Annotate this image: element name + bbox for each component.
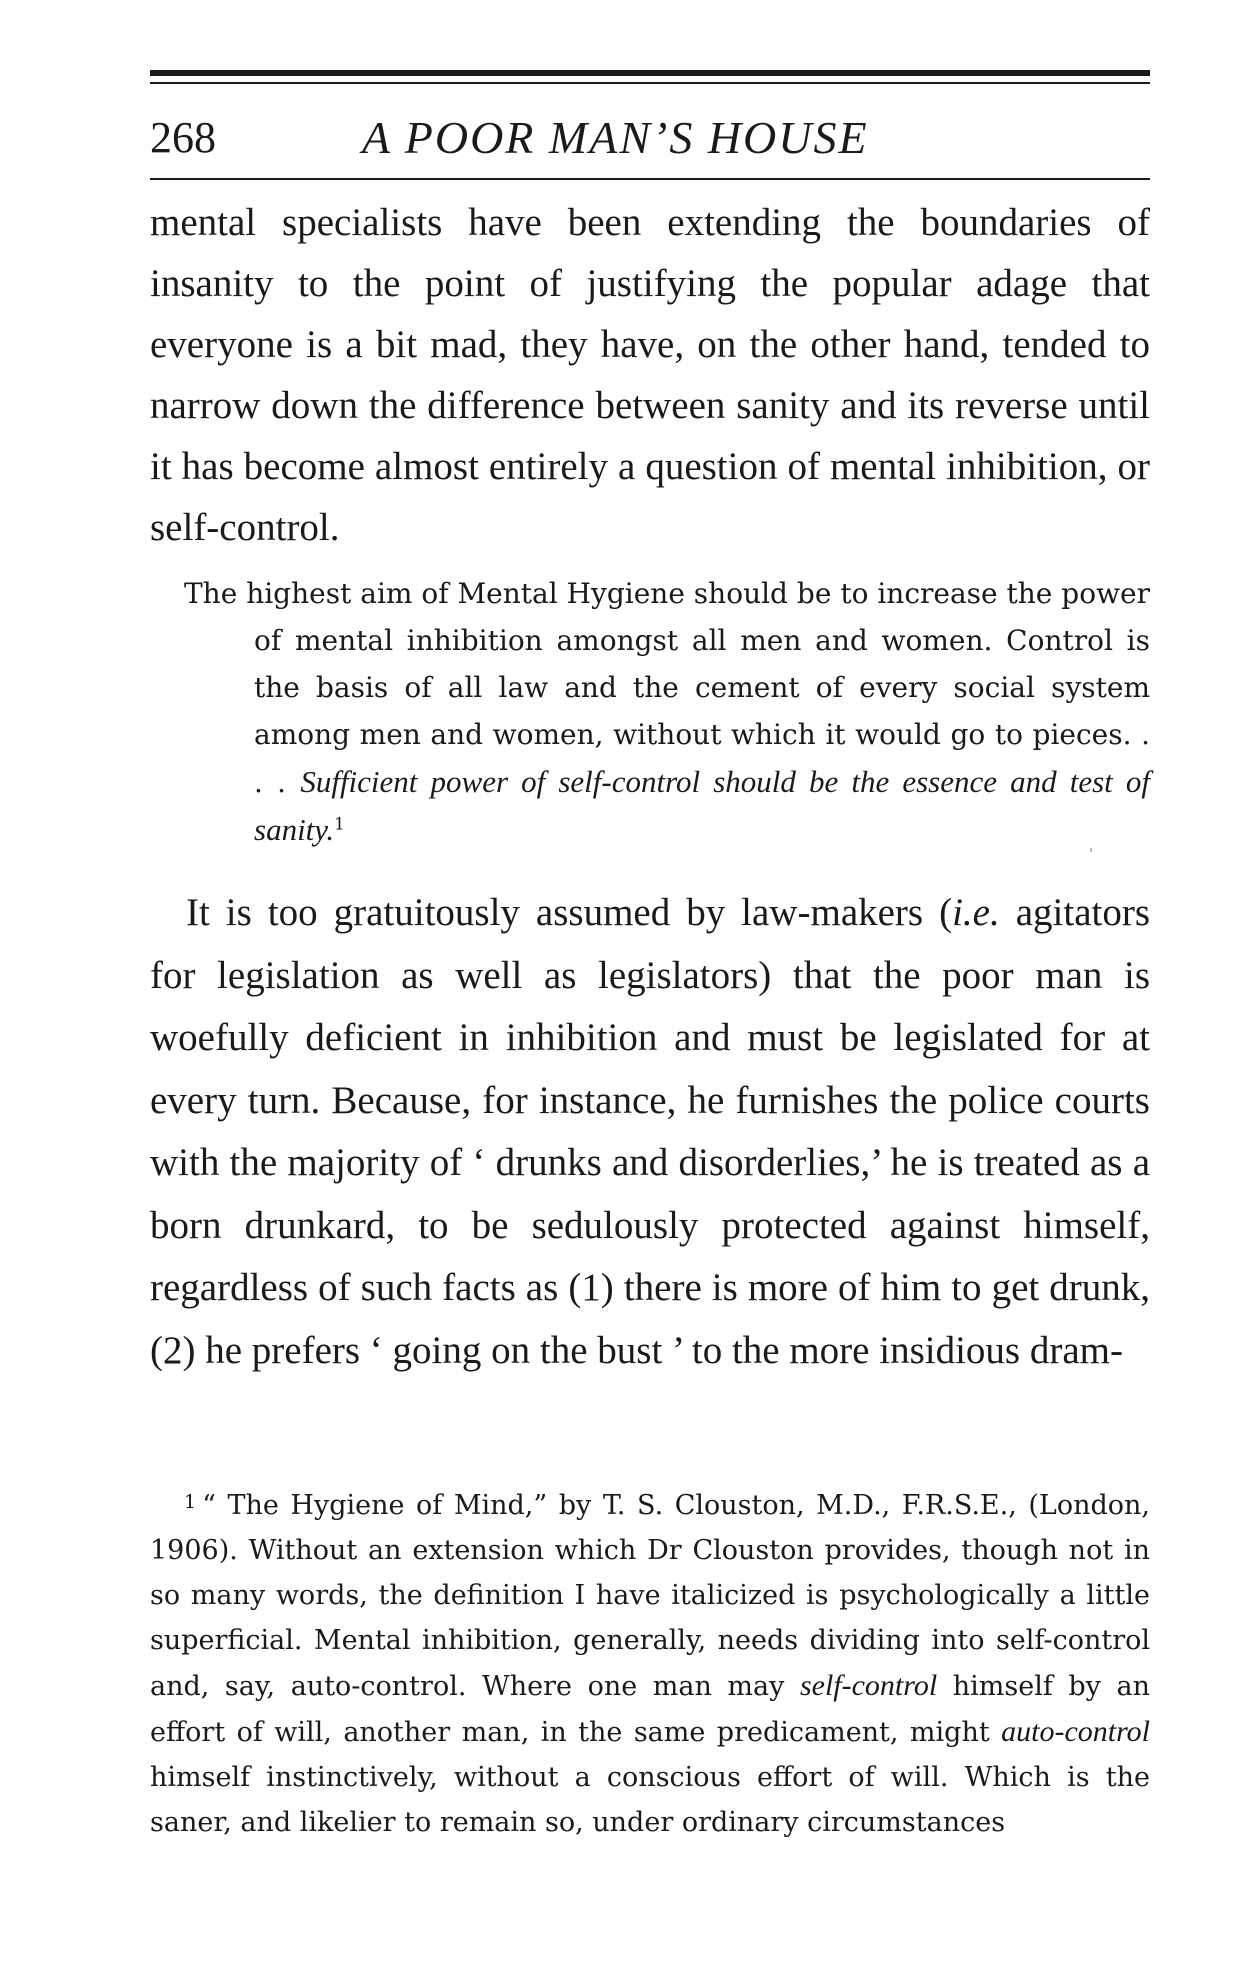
paragraph-2-text-b: agitators for legislation as well as legislators) that the poor man is woefully deficient in inhibition and must be legislated for at every turn. Because, for instance, he furnishes the police courts with the majority of ‘ drunks and disorderlies,’ he is treated as a born drunkard, to be sedulously protected against himself, regardless of such facts as (1) there is more of him to get drunk, (2) he prefers ‘ going on the bust ’ to the more insidious dram- (150, 891, 1151, 1372)
body-paragraph-1: mental specialists have been extending the boundaries of insanity to the point of justifying the popular adage that everyone is a bit mad, they have, on the other hand, tended to narrow down the difference between sanity and its reverse until it has become almost entirely a question of mental inhibition, or self-control. (150, 201, 1150, 549)
top-rule-thick (150, 70, 1150, 76)
page-number: 268 (150, 113, 216, 162)
header-rule (150, 178, 1150, 180)
footnote (150, 1480, 1150, 1845)
footnote-text-a: “ The Hygiene of Mind,” by T. S. Clouston, M.D., F.R.S.E., (London, 1906). Without an extension which Dr Clouston provides, though not in so many words, the definition I have italicized is psychologically a little superficial. Mental inhibition, generally, needs dividing into self-control and, say, auto-control. Where one man may (150, 1490, 1150, 1702)
running-title: A POOR MAN’S HOUSE (362, 112, 869, 163)
quote-italic-text: Sufficient power of self-control should be the essence and test of sanity. (254, 764, 1150, 847)
block-quote (184, 570, 1150, 854)
running-head (150, 108, 1150, 168)
footnote-text-c: himself instinctively, without a conscious effort of will. Which is the saner, and likelier to remain so, under ordinary circumstances (150, 1762, 1150, 1838)
quote-text: The highest aim of Mental Hygiene should be to increase the power of mental inhibition amongst all men and women. Control is the basis of all law and the cement of every social system among men and women, without which it would go to pieces. . . . (184, 577, 1150, 799)
body-paragraph-2 (150, 882, 1150, 1382)
footnote-mark: 1 (184, 1491, 197, 1513)
footnote-reference: 1 (334, 813, 345, 834)
top-rule-thin (150, 82, 1150, 84)
footnote-italic-self-control: self-control (799, 1669, 938, 1702)
paper-speck (1090, 848, 1092, 852)
footnote-text-b: himself by an effort of will, another man, in the same predicament, might (150, 1671, 1150, 1748)
paragraph-2-italic-ie: i.e. (952, 891, 1000, 934)
paragraph-2-text-a: It is too gratuitously assumed by law-makers ( (186, 891, 953, 934)
footnote-italic-auto-control: auto-control (1001, 1715, 1150, 1748)
